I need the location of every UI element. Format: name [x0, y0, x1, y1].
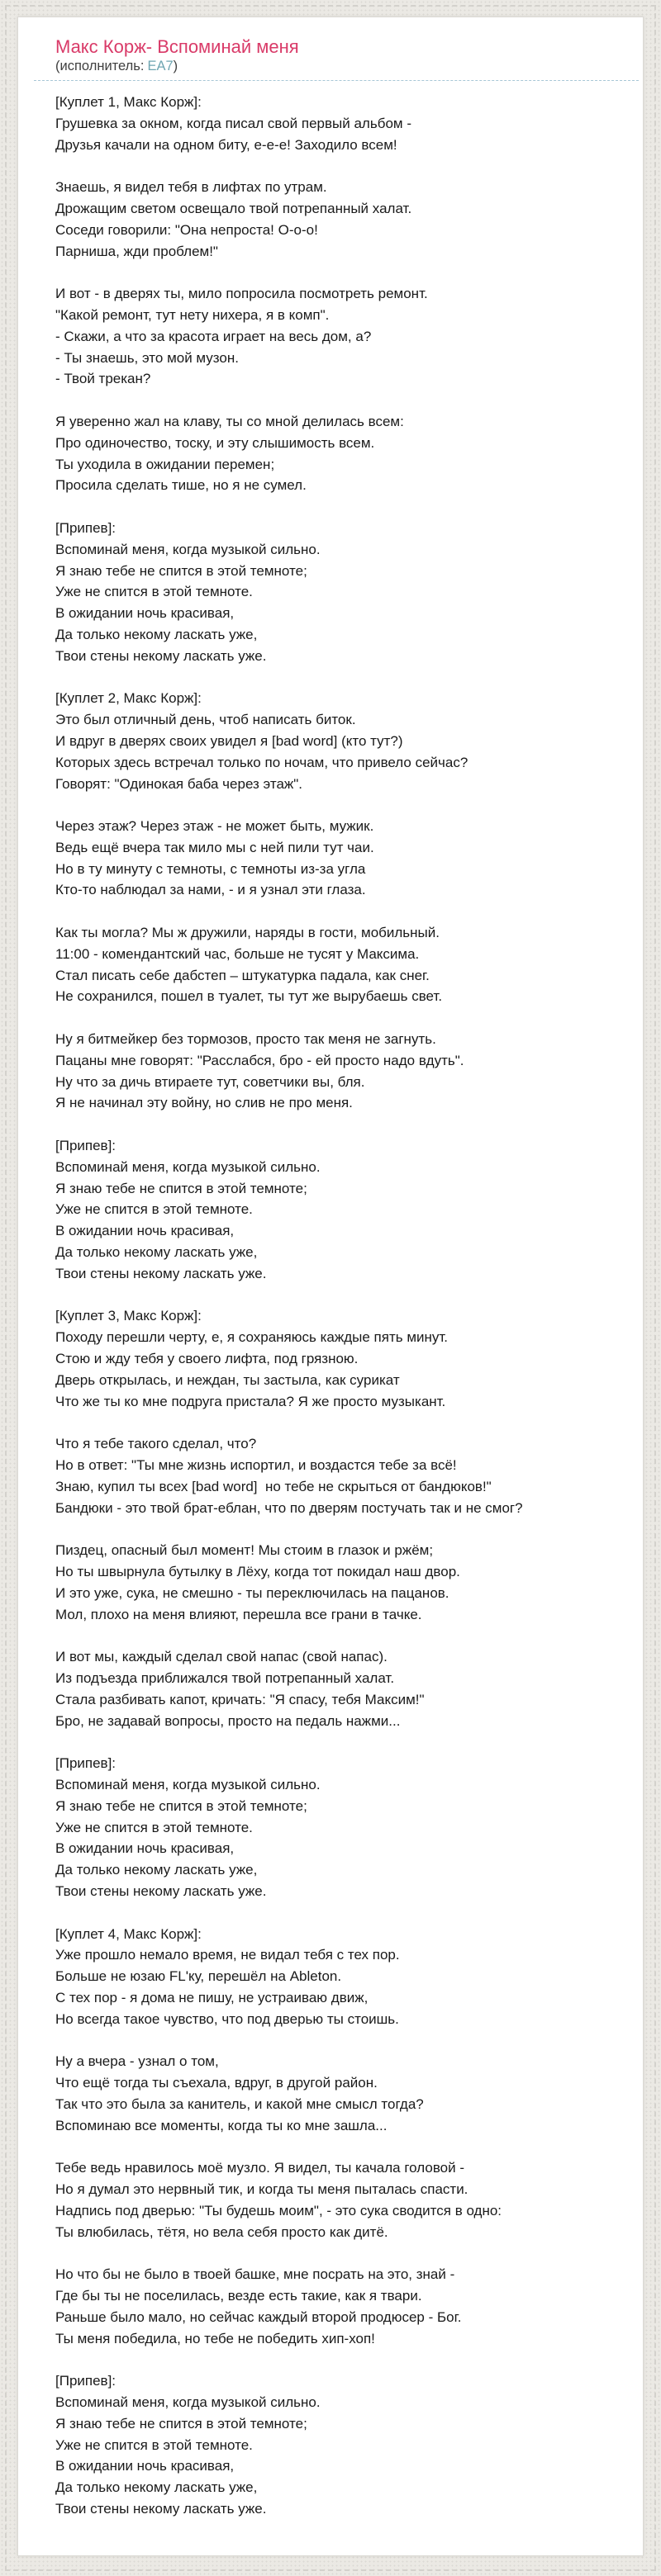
stanza — [55, 92, 620, 155]
performer-label: (исполнитель: — [55, 59, 145, 73]
lyric-line: Я знаю тебе не спится в этой темноте; — [55, 1180, 307, 1196]
lyric-line: Говорят: "Одинокая баба через этаж". — [55, 775, 303, 792]
lyric-line: В ожидании ночь красивая, — [55, 2458, 235, 2474]
performer-link[interactable]: ЕА7 — [147, 59, 174, 73]
lyric-line: [Куплет 2, Макс Корж]: — [55, 690, 202, 707]
lyric-line: Пацаны мне говорят: "Расслабся, бро - ей просто надо вдуть". — [55, 1052, 464, 1068]
lyric-line: Через этаж? Через этаж - не может быть, мужик. — [55, 818, 374, 835]
lyric-line: Уже не спится в этой темноте. — [55, 1201, 253, 1218]
lyric-line: Я не начинал эту войну, но слив не про меня. — [55, 1095, 353, 1111]
lyric-line: Знаешь, я видел тебя в лифтах по утрам. — [55, 179, 327, 196]
lyric-line: Вспоминай меня, когда музыкой сильно. — [55, 1158, 321, 1175]
lyric-line: Кто-то наблюдал за нами, - и я узнал эти глаза. — [55, 882, 366, 898]
stanza — [55, 1029, 620, 1114]
lyric-line: Но всегда такое чувство, что под дверью ты стоишь. — [55, 2010, 399, 2027]
stanza — [55, 411, 620, 496]
header — [18, 17, 643, 80]
stanza — [55, 283, 620, 390]
lyric-line: Из подъезда приближался твой потрепанный халат. — [55, 1669, 395, 1686]
lyric-line: Ну что за дичь втираете тут, советчики вы, бля. — [55, 1073, 365, 1090]
lyric-line: Вспоминай меня, когда музыкой сильно. — [55, 1776, 321, 1792]
lyric-line: Твои стены некому ласкать уже. — [55, 2501, 267, 2517]
stanza — [55, 1924, 620, 2030]
lyric-line: Я уверенно жал на клаву, ты со мной делилась всем: — [55, 413, 404, 429]
lyric-line: И вот мы, каждый сделал свой напас (свой напас). — [55, 1649, 388, 1665]
lyric-line: Ты влюбилась, тётя, но вела себя просто как дитё. — [55, 2223, 388, 2240]
lyric-line: Что же ты ко мне подруга пристала? Я же просто музыкант. — [55, 1393, 446, 1409]
lyric-line: Твои стены некому ласкать уже. — [55, 1265, 267, 1281]
stanza — [55, 2264, 620, 2349]
lyric-line: Стал писать себе дабстеп – штукатурка падала, как снег. — [55, 967, 430, 983]
lyric-line: Не сохранился, пошел в туалет, ты тут же вырубаешь свет. — [55, 988, 443, 1005]
lyric-line: Вспоминаю все моменты, когда ты ко мне зашла... — [55, 2117, 388, 2133]
lyric-line: Я знаю тебе не спится в этой темноте; — [55, 2415, 307, 2432]
lyric-line: - Ты знаешь, это мой музон. — [55, 349, 239, 366]
stanza — [55, 177, 620, 262]
lyric-line: Что ещё тогда ты съехала, вдруг, в другой район. — [55, 2075, 378, 2091]
lyric-line: Тебе ведь нравилось моё музло. Я видел, ты качала головой - — [55, 2160, 465, 2176]
lyric-line: Больше не юзаю FL'ку, перешёл на Ableton. — [55, 1968, 342, 1985]
performer-suffix: ) — [173, 59, 178, 73]
stanza — [55, 2157, 620, 2242]
lyric-line: Но я думал это нервный тик, и когда ты меня пыталась спасти. — [55, 2181, 468, 2198]
lyric-line: Да только некому ласкать уже, — [55, 2479, 258, 2496]
lyric-line: Бандюки - это твой брат-еблан, что по дверям постучать так и не смог? — [55, 1499, 523, 1516]
lyric-line: [Припев]: — [55, 1755, 117, 1772]
lyric-line: Уже прошло немало время, не видал тебя с тех пор. — [55, 1947, 400, 1963]
lyric-line: В ожидании ночь красивая, — [55, 605, 235, 622]
lyric-line: Мол, плохо на меня влияют, перешла все грани в тачке. — [55, 1606, 422, 1622]
lyric-line: Но ты швырнула бутылку в Лёху, когда тот покидал наш двор. — [55, 1563, 460, 1579]
lyric-line: Вспоминай меня, когда музыкой сильно. — [55, 541, 321, 557]
stanza — [55, 816, 620, 901]
lyric-line: [Припев]: — [55, 1138, 117, 1154]
lyric-line: Знаю, купил ты всех [bad word] но тебе не скрыться от бандюков!" — [55, 1478, 492, 1494]
stanza — [55, 518, 620, 667]
lyric-line: Раньше было мало, но сейчас каждый второй продюсер - Бог. — [55, 2308, 462, 2325]
stanza — [55, 1646, 620, 1731]
lyric-line: Как ты могла? Мы ж дружили, наряды в гости, мобильный. — [55, 925, 440, 941]
lyrics-card — [17, 17, 644, 2556]
lyric-line: Грушевка за окном, когда писал свой первый альбом - — [55, 115, 411, 131]
lyric-line: Но в ту минуту с темноты, с темноты из-за угла — [55, 860, 366, 877]
stanza — [55, 1753, 620, 1902]
lyric-line: Стою и жду тебя у своего лифта, под грязною. — [55, 1351, 359, 1367]
lyric-line: Так что это была за канитель, и какой мне смысл тогда? — [55, 2095, 424, 2112]
lyric-line: Про одиночество, тоску, и эту слышимость всем. — [55, 434, 375, 451]
lyric-line: [Куплет 3, Макс Корж]: — [55, 1308, 202, 1324]
stanza — [55, 2370, 620, 2520]
lyrics-text — [18, 81, 643, 2520]
stanza — [55, 1305, 620, 1412]
lyric-line: 11:00 - комендантский час, больше не тусят у Максима. — [55, 945, 420, 962]
lyric-line: Вспоминай меня, когда музыкой сильно. — [55, 2394, 321, 2411]
lyric-line: Стала разбивать капот, кричать: "Я спасу, тебя Максим!" — [55, 1691, 425, 1707]
lyric-line: Это был отличный день, чтоб написать биток. — [55, 712, 356, 728]
stanza — [55, 688, 620, 794]
stanza — [55, 1540, 620, 1625]
lyric-line: Парниша, жди проблем!" — [55, 243, 218, 259]
lyric-line: Дверь открылась, и неждан, ты застыла, как сурикат — [55, 1371, 400, 1388]
lyric-line: В ожидании ночь красивая, — [55, 1223, 235, 1239]
lyric-line: Которых здесь встречал только по ночам, что привело сейчас? — [55, 754, 468, 770]
lyric-line: Ты меня победила, но тебе не победить хип-хоп! — [55, 2330, 375, 2346]
lyric-line: Просила сделать тише, но я не сумел. — [55, 477, 307, 494]
lyric-line: [Куплет 4, Макс Корж]: — [55, 1925, 202, 1942]
lyric-line: Ты уходила в ожидании перемен; — [55, 456, 275, 472]
lyric-line: Я знаю тебе не спится в этой темноте; — [55, 1797, 307, 1814]
lyric-line: - Скажи, а что за красота играет на весь дом, а? — [55, 328, 372, 344]
lyric-line: Ведь ещё вчера так мило мы с ней пили тут чаи. — [55, 839, 374, 855]
lyric-line: Бро, не задавай вопросы, просто на педаль нажми... — [55, 1712, 401, 1729]
page-title: Макс Корж- Вспоминай меня — [55, 36, 299, 57]
lyric-line: Уже не спится в этой темноте. — [55, 1819, 253, 1835]
lyric-line: Ну а вчера - узнал о том, — [55, 2053, 219, 2070]
lyric-line: Да только некому ласкать уже, — [55, 1862, 258, 1878]
stanza — [55, 922, 620, 1007]
stanza — [55, 1135, 620, 1285]
lyric-line: Но что бы не было в твоей башке, мне посрать на это, знай - — [55, 2266, 455, 2283]
stanza — [55, 1433, 620, 1518]
lyric-line: [Припев]: — [55, 2373, 117, 2389]
lyric-line: Ну я битмейкер без тормозов, просто так меня не загнуть. — [55, 1031, 436, 1048]
lyric-line: "Какой ремонт, тут нету нихера, я в комп". — [55, 306, 330, 323]
lyric-line: В ожидании ночь красивая, — [55, 1840, 235, 1857]
lyric-line: - Твой трекан? — [55, 371, 151, 387]
lyric-line: Друзья качали на одном биту, е-е-е! Заходило всем! — [55, 136, 397, 153]
lyric-line: [Куплет 1, Макс Корж]: — [55, 94, 202, 110]
lyric-line: [Припев]: — [55, 519, 117, 536]
lyric-line: Твои стены некому ласкать уже. — [55, 1882, 267, 1899]
lyric-line: Дрожащим светом освещало твой потрепанный халат. — [55, 200, 412, 216]
lyric-line: Походу перешли черту, е, я сохраняюсь каждые пять минут. — [55, 1329, 449, 1346]
lyric-line: Соседи говорили: "Она непроста! О-о-о! — [55, 221, 318, 238]
lyric-line: Уже не спится в этой темноте. — [55, 2436, 253, 2453]
lyric-line: Уже не спится в этой темноте. — [55, 584, 253, 600]
lyric-line: Пиздец, опасный был момент! Мы стоим в глазок и ржём; — [55, 1542, 434, 1559]
lyric-line: Да только некому ласкать уже, — [55, 626, 258, 642]
performer-line — [55, 58, 620, 80]
lyric-line: Я знаю тебе не спится в этой темноте; — [55, 562, 307, 579]
lyric-line: И вот - в дверях ты, мило попросила посмотреть ремонт. — [55, 286, 428, 302]
lyric-line: Что я тебе такого сделал, что? — [55, 1436, 257, 1452]
stanza — [55, 2051, 620, 2136]
lyric-line: Где бы ты не поселилась, везде есть такие, как я твари. — [55, 2288, 422, 2304]
lyric-line: Надпись под дверью: "Ты будешь моим", - это сука сводится в одно: — [55, 2202, 502, 2218]
lyric-line: Да только некому ласкать уже, — [55, 1244, 258, 1261]
lyric-line: И это уже, сука, не смешно - ты переключилась на пацанов. — [55, 1584, 449, 1601]
lyric-line: И вдруг в дверях своих увидел я [bad word] (кто тут?) — [55, 732, 403, 749]
lyric-line: Но в ответ: "Ты мне жизнь испортил, и воздастся тебе за всё! — [55, 1457, 457, 1473]
lyric-line: Твои стены некому ласкать уже. — [55, 647, 267, 664]
lyric-line: С тех пор - я дома не пишу, не устраиваю движ, — [55, 1989, 369, 2005]
